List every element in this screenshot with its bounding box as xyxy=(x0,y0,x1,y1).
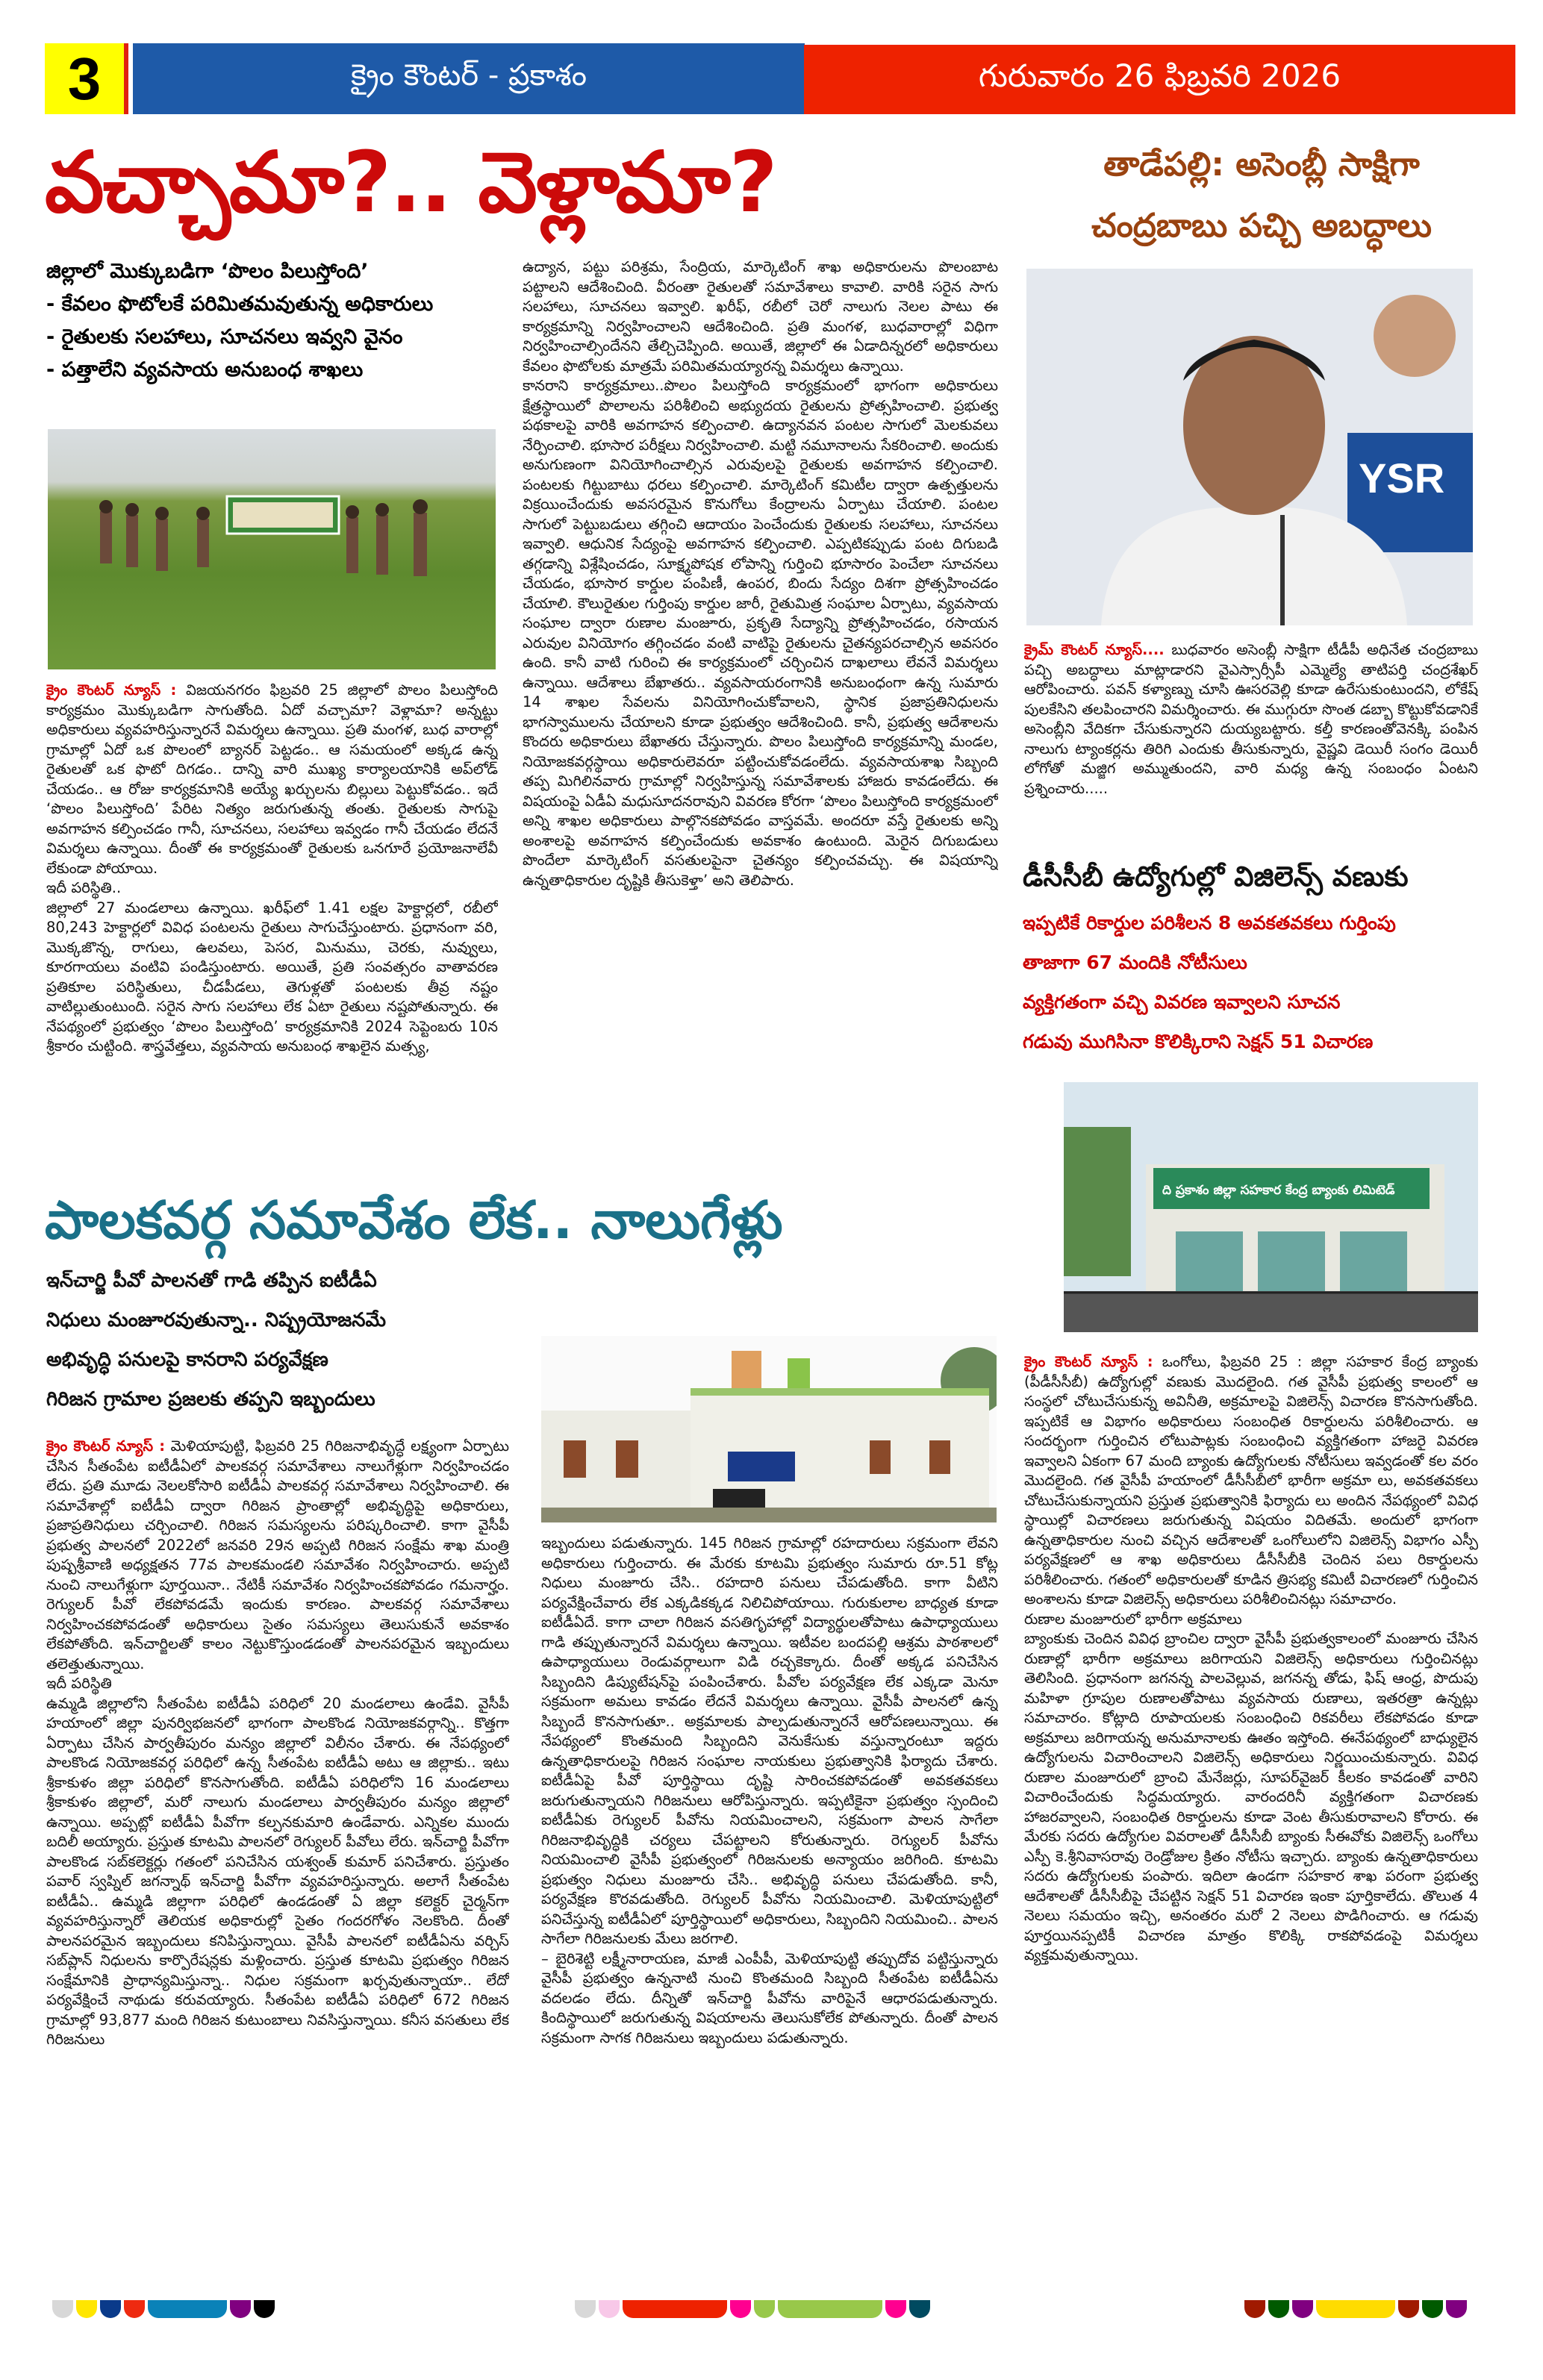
kicker-line: అభివృద్ధి పనులపై కానరాని పర్యవేక్షణ xyxy=(46,1349,328,1371)
story4-body-col1 xyxy=(46,1437,509,2302)
itda-building-image xyxy=(541,1336,997,1522)
body-text: – బైరిశెట్టి లక్ష్మీనారాయణ, మాజీ ఎంపీపీ, మెళియాపుట్టి తప్పుదోవ పట్టిస్తున్నారు వైసీపీ ప్రభుత్వం ఉన్ననాటి నుంచి కొంతమంది సిబ్బంది సీతంపేట ఐటీడీఏను వదలడం లేదు. దీన్నితో ఇన్‌చార్జి పీవోను వారిపైనే ఆధారపడుతున్నారు. కిందిస్థాయిలో జరుగుతున్న విషయాలను తెలుసుకోలేక పోతున్నారు. దీంతో పాలన సక్రమంగా సాగక గిరిజనులు ఇబ్బందులు పడుతున్నారు. xyxy=(541,1949,998,2046)
field-photo xyxy=(48,429,496,669)
body-text: జిల్లాలో 27 మండలాలు ఉన్నాయి. ఖరీఫ్‌లో 1.41 లక్షల హెక్టార్లలో, రబీలో 80,243 హెక్టార్లలో వివిధ పంటలను రైతులు సాగుచేస్తుంటారు. ప్రధానంగా వరి, మొక్కజొన్న, రాగులు, ఉలవలు, పెసర, మినుము, చెరకు, నువ్వులు, కూరగాయలు వంటివి పండిస్తుంటారు. అయితే, ప్రతి సంవత్సరం వాతావరణ ప్రతికూల పరిస్థితులు, చీడపీడలు, తెగుళ్లతో పంటలకు తీవ్ర నష్టం వాటిల్లుతుంటుంది. సరైన సాగు సలహాలు లేక ఏటా రైతులు నష్టపోతున్నారు. ఈ నేపథ్యంలో ప్రభుత్వం ‘పొలం పిలుస్తోంది’ కార్యక్రమానికి 2024 సెప్టెంబరు 10న శ్రీకారం చుట్టింది. శాస్త్రవేత్తలు, వ్యవసాయ అనుబంధ శాఖలైన మత్స్య, xyxy=(46,899,498,1055)
bank-building-image xyxy=(1064,1082,1478,1332)
bank-photo xyxy=(1064,1082,1478,1332)
kicker-line: గిరిజన గ్రామాల ప్రజలకు తప్పని ఇబ్బందులు xyxy=(46,1388,375,1411)
body-text: విజయనగరం ఫిబ్రవరి 25 జిల్లాలో పొలం పిలుస్తోంది కార్యక్రమం మొక్కుబడిగా సాగుతోంది. ఏదో వచ్చామా? వెళ్లామా? అన్నట్టు అధికారులు వ్యవహరిస్తున్నారనే విమర్శలు ఉన్నాయి. ప్రతి మంగళ, బుధ వారాల్లో గ్రామాల్లో ఏదో ఒక పొలంలో బ్యానర్ పెట్టడం.. ఆ సమయంలో అక్కడ ఉన్న రైతులతో ఒక ఫొటో దిగడం.. దాన్ని వారి ముఖ్య కార్యాలయానికి అప్‌లోడ్ చేయడం.. ఆ రోజు కార్యక్రమానికి అయ్యే ఖర్చులను బిల్లులు పెట్టుకోవడం.. ఇదే ‘పొలం పిలుస్తోంది’ పేరిట నిత్యం జరుగుతున్న తంతు. రైతులకు సాగుపై అవగాహన కల్పించడం గానీ, సూచనలు, సలహాలు ఇవ్వడం గానీ చేయడం లేదనే విమర్శలు ఉన్నాయి. దీంతో ఈ కార్యక్రమంతో రైతులకు ఒనగూరే ప్రయోజనాలేవీ లేకుండా పోయాయి. xyxy=(46,681,498,877)
body-text: ఉద్యాన, పట్టు పరిశ్రమ, సేంద్రియ, మార్కెటింగ్ శాఖ అధికారులను పొలంబాట పట్టాలని ఆదేశించింది. వీరంతా రైతులతో సమావేశాలు కావాలి. వారికి సరైన సాగు సలహాలు, సూచనలు ఇవ్వాలి. ఖరీఫ్, రబీలో చెరో నాలుగు నెలల పాటు ఈ కార్యక్రమాన్ని నిర్వహించాలని ఆదేశించింది. ప్రతి మంగళ, బుధవారాల్లో విధిగా నిర్వహించాల్సిందేనని తేల్చిచెప్పింది. అయితే, జిల్లాలో ఈ ఏడాదిన్నరలో అధికారులు కేవలం ఫొటోలకు మాత్రమే పరిమితమయ్యారన్న విమర్శలు ఉన్నాయి. xyxy=(523,258,998,375)
story2-body xyxy=(1024,640,1478,842)
side-headline: తాడేపల్లి: అసెంబ్లీ సాక్షిగా చంద్రబాబు పచ్చి అబద్ధాలు xyxy=(1091,146,1432,245)
body-text: బుధవారం అసెంబ్లీ సాక్షిగా టీడీపీ అధినేత చంద్రబాబు పచ్చి అబద్ధాలు మాట్లాడారని వైఎస్సార్సీపీ ఎమ్మెల్యే తాటిపర్తి చంద్రశేఖర్ ఆరోపించారు. పవన్ కళ్యాణ్ను చూసి ఊసరవెల్లి కూడా ఉరేసుకుంటుందని, లోకేష్ పులకేసిని తలపించారని విమర్శించారు. ఈ ముగ్గురూ సొంత డబ్బా కొట్టుకోవడానికే అసెంబ్లీని వేదికగా చేసుకున్నారని దుయ్యబట్టారు. కల్తీ కారణంతోవెనక్కి పంపిన నాలుగు ట్యాంకర్లను తిరిగి ఎందుకు తీసుకున్నారు, వైష్ణవి డెయిరీ సంగం డెయిరీ లోగోతో మజ్జిగ అమ్ముతుందని, వారి మధ్య ఉన్న సంబంధం ఏంటని ప్రశ్నించారు..... xyxy=(1024,641,1478,797)
dateline: క్రైం కౌంటర్ న్యూస్ : xyxy=(1024,1353,1153,1370)
main-headline: వచ్చామా?.. వెళ్లామా? xyxy=(45,134,776,231)
body-text: బ్యాంకుకు చెందిన వివిధ బ్రాంచిల ద్వారా వైసీపీ ప్రభుత్వకాలంలో మంజూరు చేసిన రుణాల్లో భారీగా అక్రమాలు జరిగాయని విజిలెన్స్ అధికారులు గుర్తించినట్లు తెలిసింది. ప్రధానంగా జగనన్న పాలవెల్లువ, జగనన్న తోడు, ఫిష్ ఆంధ్ర, పొదుపు మహిళా గ్రూపుల రుణాలతోపాటు వ్యవసాయ రుణాలు, ఇతరత్రా ఉన్నట్లు సమాచారం. కోట్లాది రూపాయలకు సంబంధించి రికవరీలు లేకపోవడం కూడా అక్రమాలు జరిగాయన్న అనుమానాలకు ఊతం ఇస్తోంది. ఈనేపథ్యంలో బాధ్యులైన ఉద్యోగులను విచారించాలని విజిలెన్స్ అధికారులు నిర్ణయించుకున్నారు. వివిధ రుణాల మంజూరులో బ్రాంచి మేనేజర్లు, సూపర్‌వైజర్ కీలకం కావడంతో వారిని విచారించేందుకు సిద్ధమయ్యారు. వారందరినీ వ్యక్తిగతంగా విచారణకు హాజరవ్వాలని, సంబంధిత రికార్డులను కూడా వెంట తీసుకురావాలని కోరారు. ఈ మేరకు సదరు ఉద్యోగుల వివరాలతో డీసీసీబీ బ్యాంకు సీఈవోకు విజిలెన్స్ ఒంగోలు ఎస్పీ కె.శ్రీనివాసరావు రెండ్రోజుల క్రితం నోటీసు ఇచ్చారు. బ్యాంకు ఉన్నతాధికారులు సదరు ఉద్యోగులకు పంపారు. ఇదిలా ఉండగా సహకార శాఖ పరంగా ప్రభుత్వ ఆదేశాలతో డీసీసీబీపై చేపట్టిన సెక్షన్ 51 విచారణ ఇంకా పూర్తికాలేదు. తొలుత 4 నెలలు సమయం ఇచ్చి, అనంతరం మరో 2 నెలలు పొడిగించారు. ఆ గడువు పూర్తయినప్పటికీ విచారణ మాత్రం కొలిక్కి రాకపోవడంపై విమర్శలు వ్యక్తమవుతున్నాయి. xyxy=(1024,1630,1478,1964)
subhead: ఇదీ పరిస్థితి xyxy=(46,1675,112,1692)
ysr-backdrop-text: YSR xyxy=(1359,455,1445,502)
kicker-line: జిల్లాలో మొక్కుబడిగా ‘పొలం పిలుస్తోంది’ xyxy=(46,260,369,283)
story3-body xyxy=(1024,1352,1478,2300)
kicker-line: గడువు ముగిసినా కొలిక్కిరాని సెక్షన్ 51 విచారణ xyxy=(1023,1031,1374,1052)
itda-kicker xyxy=(46,1261,517,1419)
dateline: క్రైమ్ కౌంటర్ న్యూస్.... xyxy=(1024,641,1165,658)
story4-body-col2 xyxy=(541,1534,998,2302)
page-number: 3 xyxy=(45,43,128,114)
kicker-line: వ్యక్తిగతంగా వచ్చి వివరణ ఇవ్వాలని సూచన xyxy=(1023,991,1341,1013)
edition-title: క్రైం కౌంటర్ - ప్రకాశం xyxy=(133,43,805,114)
kicker-line: నిధులు మంజూరవుతున్నా.. నిష్ప్రయోజనమే xyxy=(46,1309,387,1331)
kicker-line: - రైతులకు సలహాలు, సూచనలు ఇవ్వని వైనం xyxy=(46,325,403,349)
itda-photo xyxy=(541,1336,997,1522)
dateline: క్రైం కౌంటర్ న్యూస్ : xyxy=(46,1437,166,1455)
dccb-kicker xyxy=(1023,903,1486,1061)
dccb-headline: డీసీసీబీ ఉద్యోగుల్లో విజిలెన్స్ వణుకు xyxy=(1023,861,1409,893)
story1-body-col2 xyxy=(523,257,998,1146)
itda-headline: పాలకవర్గ సమావేశం లేక.. నాలుగేళ్లు xyxy=(45,1190,783,1251)
kicker-line: - కేవలం ఫొటోలకే పరిమితమవుతున్న అధికారులు xyxy=(46,293,434,316)
kicker-line: ఇన్‌చార్జి పీవో పాలనతో గాడి తప్పిన ఐటీడీఏ xyxy=(46,1269,377,1292)
kicker-line: ఇప్పటికే రికార్డుల పరిశీలన 8 అవకతవకలు గుర్తింపు xyxy=(1023,912,1396,934)
issue-date: గురువారం 26 ఫిబ్రవరి 2026 xyxy=(804,45,1515,114)
story1-body-col1 xyxy=(46,681,498,1143)
body-text: ఇబ్బందులు పడుతున్నారు. 145 గిరిజన గ్రామాల్లో రహదారులు సక్రమంగా లేవని అధికారులు గుర్తించారు. ఈ మేరకు కూటమి ప్రభుత్వం సుమారు రూ.51 కోట్ల నిధులు మంజూరు చేసి.. రహదారి పనులు చేపడుతోంది. కాగా వీటిని పర్యవేక్షించేవారు లేక ఎక్కడికక్కడ నిలిచిపోయాయి. గురుకులాల బాధ్యత కూడా ఐటీడీఏదే. కాగా చాలా గిరిజన వసతిగృహాల్లో విద్యార్థులతోపాటు ఉపాధ్యాయులు గాడి తప్పుతున్నారనే విమర్శలు ఉన్నాయి. ఇటీవల బందపల్లి ఆశ్రమ పాఠశాలలో ఉపాధ్యాయులు రెండువర్గాలుగా విడి రచ్చకెక్కారు. దీంతో అక్కడ పనిచేసిన సిబ్బందిని డిప్యుటేషన్‌పై పంపించేశారు. పీవోల పర్యవేక్షణ లేక ఎక్కడా మెనూ సక్రమంగా అమలు కావడం లేదనే విమర్శలు ఉన్నాయి. వైసీపీ పాలనలో ఉన్న సిబ్బందే కొనసాగుతూ.. అక్రమాలకు పాల్పడుతున్నారనే ఆరోపణలున్నాయి. ఈ నేపథ్యంలో కొంతమంది సిబ్బందిని వెనుకేసుకు వస్తున్నారంటూ ఇద్దరు ఉన్నతాధికారులపై గిరిజన సంఘాల నాయకులు ప్రభుత్వానికి ఫిర్యాదు చేశారు. ఐటీడీఏపై పీవో పూర్తిస్థాయి దృష్టి సారించకపోవడంతో అవకతవకలు జరుగుతున్నాయని గిరిజనులు ఆరోపిస్తున్నారు. ఇప్పటికైనా ప్రభుత్వం స్పందించి ఐటీడీఏకు రెగ్యులర్ పీవోను నియమించాలని, సక్రమంగా పాలన సాగేలా గిరిజనాభివృద్ధికి చర్యలు చేపట్టాలని కోరుతున్నారు. రెగ్యులర్ పీవోను నియమించాలి వైసీపీ ప్రభుత్వంలో గిరిజనులకు అన్యాయం జరిగింది. కూటమి ప్రభుత్వం నిధులు మంజూరు చేసి.. అభివృద్ధి పనులు చేపడుతోంది. కానీ, పర్యవేక్షణ కొరవడుతోంది. రెగ్యులర్ పీవోను నియమించాలి. మెళియాపుట్టిలో పనిచేస్తున్న ఐటీడీఏలో పూర్తిస్థాయిలో అధికారులు, సిబ్బందిని నియమించి.. పాలన సాగేలా గిరిజనులకు మేలు జరగాలి. xyxy=(541,1534,998,1947)
body-text: కానరాని కార్యక్రమాలు..పొలం పిలుస్తోంది కార్యక్రమంలో భాగంగా అధికారులు క్షేత్రస్థాయిలో పొలాలను పరిశీలించి అభ్యుదయ రైతులను ప్రోత్సహించాలి. ప్రభుత్వ పథకాలపై వారికి అవగాహన కల్పించాలి. ఉద్యానవన పంటల సాగులో మెలకువలు నేర్పించాలి. భూసార పరీక్షలు నిర్వహించాలి. మట్టి నమూనాలను సేకరించాలి. అందుకు అనుగుణంగా వినియోగించాల్సిన ఎరువులపై రైతులకు అవగాహన కల్పించాలి. పంటలకు గిట్టుబాటు ధరలు కల్పించాలి. మార్కెటింగ్ కమిటీల ద్వారా ఉత్పత్తులను విక్రయించేందుకు అవసరమైన కొనుగోలు కేంద్రాలను ఏర్పాటు చేయాలి. పంటల సాగులో పెట్టుబడులు తగ్గించి ఆదాయం పెంచేందుకు రైతులకు సలహాలు, సూచనలు ఇవ్వాలి. ఆధునిక సేద్యంపై అవగాహన కల్పించాలి. ఎప్పటికప్పుడు పంట దిగుబడి తగ్గడాన్ని విశ్లేషించడం, సూక్ష్మపోషక లోపాన్ని గుర్తించి భూసారం పెంచేలా సూచనలు చేయడం, భూసార కార్డుల పంపిణీ, ఉంపర, బిందు సేద్యం దిశగా ప్రోత్సహించడం చేయాలి. కౌలురైతుల గుర్తింపు కార్డుల జారీ, రైతుమిత్ర సంఘాల ఏర్పాటు, వ్యవసాయ సంఘాల ద్వారా రుణాల మంజూరు, ప్రకృతి సేద్యాన్ని ప్రోత్సహించడం, రసాయన ఎరువుల వినియోగం తగ్గించడం వంటి వాటిపై రైతులను చైతన్యపరచాల్సిన అవసరం ఉంది. కానీ వాటి గురించి ఈ కార్యక్రమంలో చర్చించిన దాఖలాలు లేవనే విమర్శలు ఉన్నాయి. ఆదేశాలు బేఖాతరు.. వ్యవసాయరంగానికి అనుబంధంగా ఉన్న సుమారు 14 శాఖల సేవలను వినియోగించుకోవాలని, స్థానిక ప్రజాప్రతినిధులను భాగస్వాములను చేయాలని కూడా ప్రభుత్వం ఆదేశించింది. కానీ, ప్రభుత్వ ఆదేశాలను కొందరు అధికారులు బేఖాతరు చేస్తున్నారు. పొలం పిలుస్తోంది కార్యక్రమాన్ని మండల, నియోజకవర్గస్థాయి అధికారులెవరూ పట్టించుకోవడంలేదు. వ్యవసాయశాఖ సిబ్బంది తప్ప మిగిలినవారు గ్రామాల్లో నిర్వహిస్తున్న సమావేశాలకు హాజరు కావడంలేదు. ఈ విషయంపై ఏడీఏ మధుసూదనరావుని వివరణ కోరగా ‘పొలం పిలుస్తోంది కార్యక్రమంలో అన్ని శాఖల అధికారులు పాల్గొనకపోవడం వాస్తవమే. అందరూ వస్తే రైతులకు అన్ని అంశాలపై అవగాహన కల్పించేందుకు అవకాశం ఉంటుంది. మెరైన దిగుబడులు పొందేలా మార్కెటింగ్ వసతులపైనా చైతన్యం కల్పించవచ్చు. ఈ విషయాన్ని ఉన్నతాధికారుల దృష్టికి తీసుకెళ్తా’ అని తెలిపారు. xyxy=(523,377,998,889)
dateline: క్రైం కౌంటర్ న్యూస్ : xyxy=(46,681,177,699)
color-registration-marks-left xyxy=(52,2300,275,2318)
color-registration-marks-right xyxy=(1244,2300,1467,2318)
subhead: రుణాల మంజూరులో భారీగా అక్రమాలు xyxy=(1024,1610,1242,1628)
kicker-line: - పత్తాలేని వ్యవసాయ అనుబంధ శాఖలు xyxy=(46,358,364,381)
body-text: ఒంగోలు, ఫిబ్రవరి 25 : జిల్లా సహకార కేంద్ర బ్యాంకు (పీడీసీసీబీ) ఉద్యోగుల్లో వణుకు మొదలైంది. గత వైసీపీ ప్రభుత్వ కాలంలో ఆ సంస్థలో చోటుచేసుకున్న అవినీతి, అక్రమాలపై విజిలెన్స్ విచారణ కొనసాగుతోంది. ఇప్పటికే ఆ విభాగం అధికారులు సంబంధిత రికార్డులను పరిశీలించారు. ఆ సందర్భంగా గుర్తించిన లోటుపాట్లకు సంబంధించి వ్యక్తిగతంగా హాజరై వివరణ ఇవ్వాలని ఏకంగా 67 మంది బ్యాంకు ఉద్యోగులకు నోటీసులు ఇవ్వడంతో కల వరం మొదలైంది. గత వైసీపీ హయాంలో డీసీసీబీలో భారీగా అక్రమా లు, అవకతవకలు చోటుచేసుకున్నాయని ప్రస్తుత ప్రభుత్వానికి ఫిర్యాదు లు అందిన నేపథ్యంలో వివిధ స్థాయిల్లో విచారణలు జరుగుతున్న విషయం విదితమే. అందులో భాగంగా ఉన్నతాధికారుల నుంచి వచ్చిన ఆదేశాలతో ఒంగోలులోని విజిలెన్స్ విభాగం ఎస్పీ పర్యవేక్షణలో ఆ శాఖ అధికారులు డీసీసీబీకి చెందిన పలు రికార్డులను పరిశీలించారు. గతంలో అధికారులతో కూడిన త్రిసభ్య కమిటీ విచారణలో గుర్తించిన అంశాలను కూడా విజిలెన్స్ అధికారులు పరిశీలించినట్లు సమాచారం. xyxy=(1024,1353,1478,1608)
kicker-line: తాజాగా 67 మందికి నోటీసులు xyxy=(1023,952,1247,973)
bank-sign-text: ది ప్రకాశం జిల్లా సహకార కేంద్ర బ్యాంకు లిమిటెడ్ xyxy=(1162,1183,1395,1198)
subhead: ఇదీ పరిస్థితి.. xyxy=(46,879,122,896)
farmers-in-field-image xyxy=(48,429,496,669)
body-text: ఉమ్మడి జిల్లాలోని సీతంపేట ఐటీడీఏ పరిధిలో 20 మండలాలు ఉండేవి. వైసీపీ హయాంలో జిల్లా పునర్విభజనలో భాగంగా పాలకొండ నియోజకవర్గాన్ని.. కొత్తగా ఏర్పాటు చేసిన పార్వతీపురం మన్యం జిల్లాలో విలీనం చేశారు. ఈ నేపథ్యంలో పాలకొండ నియోజకవర్గ పరిధిలో ఉన్న సీతంపేట ఐటీడీఏ అటు ఆ జిల్లాకు.. ఇటు శ్రీకాకుళం జిల్లా పరిధిలో కొనసాగుతోంది. ఐటీడీఏ పరిధిలోని 16 మండలాలు శ్రీకాకుళం జిల్లాలో, మరో నాలుగు మండలాలు పార్వతీపురం మన్యం జిల్లాలో ఉన్నాయి. అప్పట్లో ఐటీడీఏ పీవోగా కల్పనకుమారి ఉండేవారు. ఎన్నికల ముందు బదిలీ అయ్యారు. ప్రస్తుత కూటమి పాలనలో రెగ్యులర్ పీవోలు లేరు. ఇన్‌చార్జి పీవోగా పాలకొండ సబ్‌కలెక్టర్లు గతంలో పనిచేసిన యశ్వంత్ కుమార్ పనిచేశారు. ప్రస్తుతం పవార్ స్వప్నిల్ జగన్నాథ్ ఇన్‌చార్జి పీవోగా వ్యవహరిస్తున్నారు. అలాగే సీతంపేట ఐటీడీఏ.. ఉమ్మడి జిల్లాగా పరిధిలో ఉండడంతో ఏ జిల్లా కలెక్టర్ చైర్మన్‌గా వ్యవహరిస్తున్నారో తెలియక అధికారుల్లో సైతం గందరగోళం నెలకొంది. దీంతో పాలనపరమైన ఇబ్బందులు కనిపిస్తున్నాయి. వైసీపీ పాలనలో ఐటీడీఏను వర్చిస్ సబ్‌ప్లాన్ నిధులను కార్పొరేషన్లకు మళ్లించారు. ప్రస్తుత కూటమి ప్రభుత్వం గిరిజన సంక్షేమానికి ప్రాధాన్యమిస్తున్నా.. నిధుల సక్రమంగా ఖర్చవుతున్నాయా.. లేదో పర్యవేక్షించే నాథుడు కరువయ్యారు. సీతంపేట ఐటీడీఏ పరిధిలో 672 గిరిజన గ్రామాల్లో 93,877 మంది గిరిజన కుటుంబాలు నివసిస్తున్నాయి. కనీస వసతులు లేక గిరిజనులు xyxy=(46,1694,509,2048)
speaker-portrait-image xyxy=(1026,269,1473,625)
mla-photo xyxy=(1026,269,1473,625)
color-registration-marks-center xyxy=(575,2300,930,2318)
body-text: మెళియాపుట్టి, ఫిబ్రవరి 25 గిరిజనాభివృద్ధే లక్ష్యంగా ఏర్పాటు చేసిన సీతంపేట ఐటీడీఏలో పాలకవర్గ సమావేశాలు నాలుగేళ్లుగా నిర్వహించడం లేదు. ప్రతి మూడు నెలలకోసారి ఐటీడీఏ పాలకవర్గ సమావేశాలు నిర్వహించాలి. ఈ సమావేశాల్లో ఐటీడీఏ ద్వారా గిరిజన ప్రాంతాల్లో అభివృద్ధిపై అధికారులు, ప్రజాప్రతినిధులు చర్చించాలి. గిరిజన సమస్యలను పరిష్కరించాలి. కాగా వైసీపీ ప్రభుత్వ పాలనలో 2022లో జనవరి 29న అప్పటి గిరిజన సంక్షేమ శాఖ మంత్రి పుష్పశ్రీవాణి అధ్యక్షతన 77వ పాలకమండలి సమావేశం నిర్వహించారు. అప్పటి నుంచి నాలుగేళ్లుగా పూర్తయినా.. నేటికీ సమావేశం నిర్వహించకపోవడం గమనార్హం. రెగ్యులర్ పీవో లేకపోవడమే ఇందుకు కారణం. పాలకవర్గ సమావేశాలు నిర్వహించకపోవడంతో అధికారులు సైతం సమస్యలు తెలుసుకునే అవకాశం లేకపోతోంది. ఇన్‌చార్జిలతో కాలం నెట్టుకొస్తుండడంతో పాలనపరమైన ఇబ్బందులు తలెత్తుతున్నాయి. xyxy=(46,1437,509,1672)
story1-kicker xyxy=(46,255,509,387)
